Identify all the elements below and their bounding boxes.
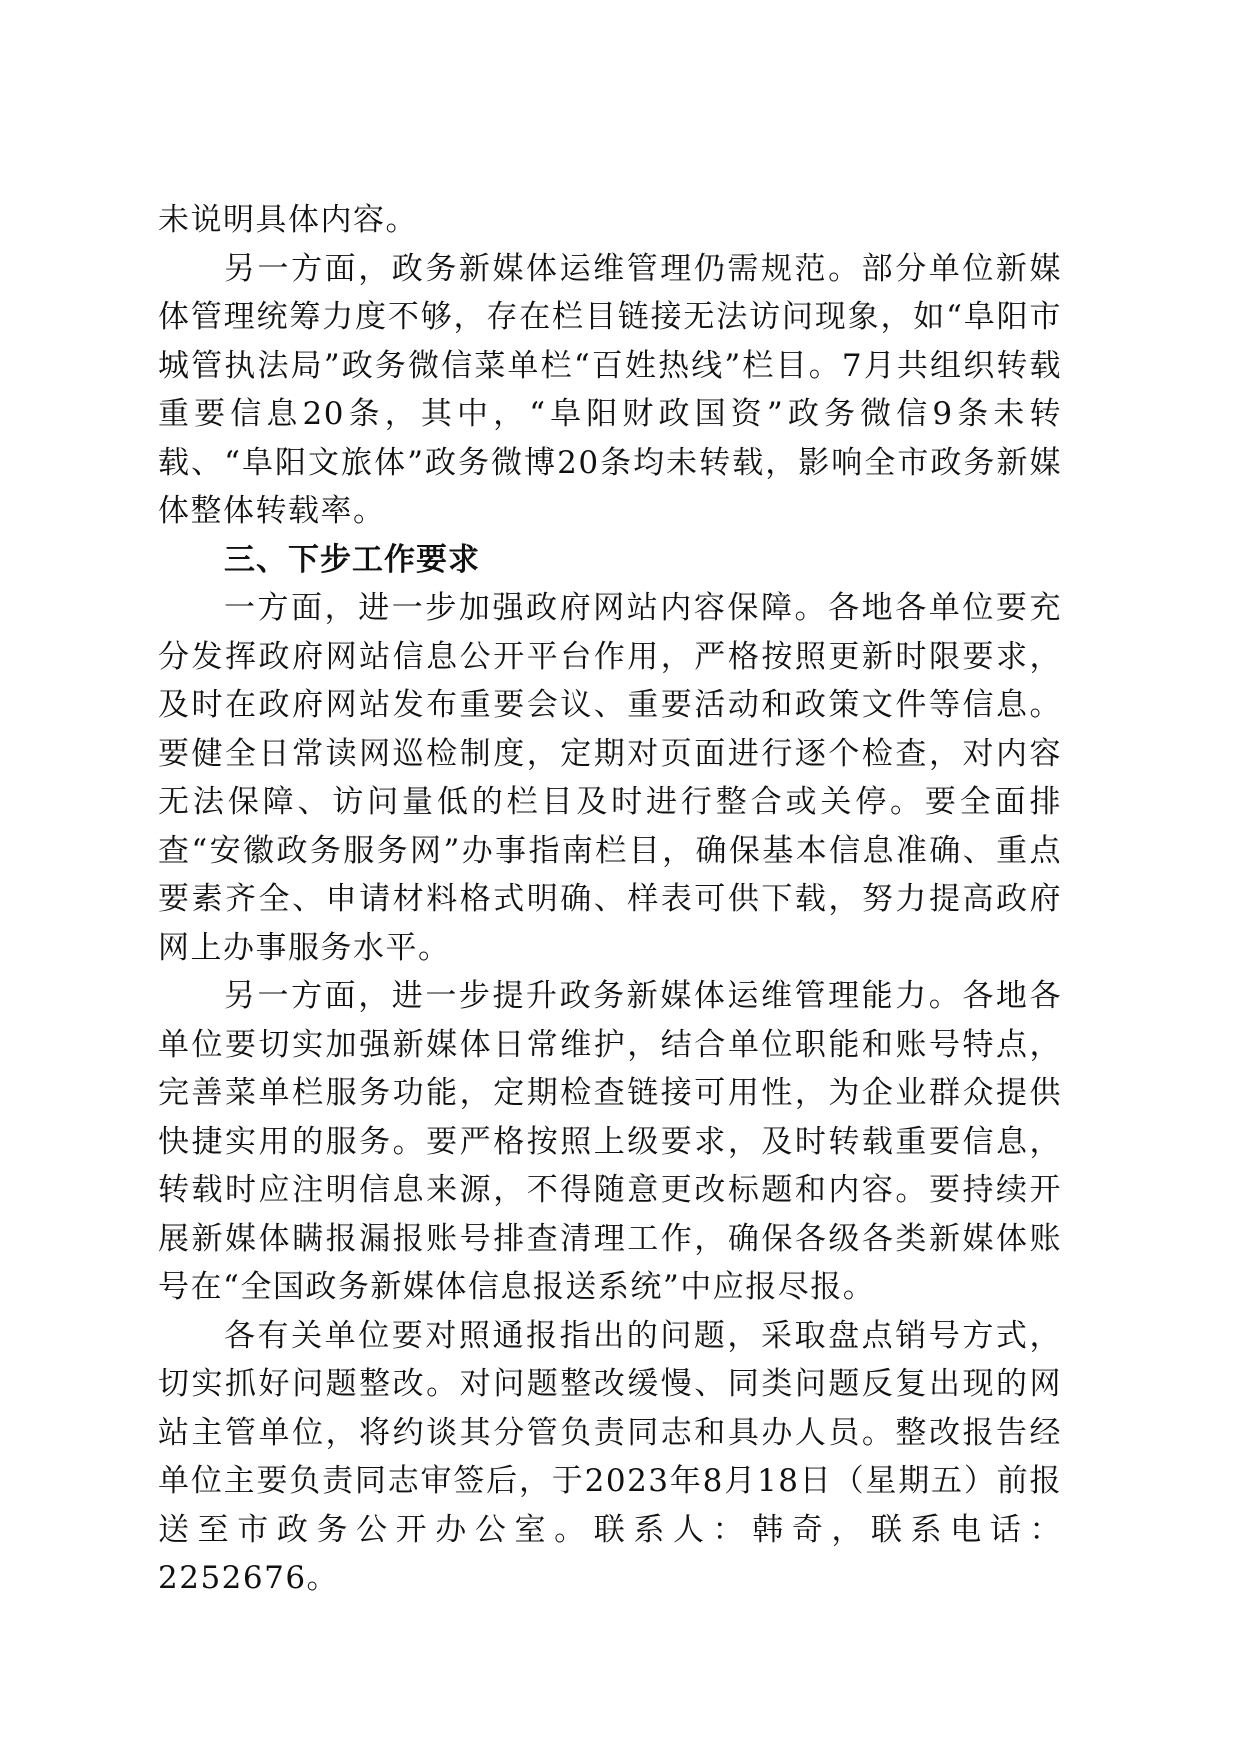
paragraph-continuation: 未说明具体内容。 [158,202,418,238]
paragraph-new-media-issues: 另一方面，政务新媒体运维管理仍需规范。部分单位新媒体管理统筹力度不够，存在栏目链接无法访问现象，如“阜阳市城管执法局”政务微信菜单栏“百姓热线”栏目。7月共组织转载重要信息20条，其中，“阜阳财政国资”政务微信9条未转载、“阜阳文旅体”政务微博20条均未转载，影响全市政务新媒体整体转载率。 [158,250,1062,529]
section-heading-next-steps: 三、下步工作要求 [224,541,480,578]
paragraph-new-media-management: 另一方面，进一步提升政务新媒体运维管理能力。各地各单位要切实加强新媒体日常维护，结合单位职能和账号特点，完善菜单栏服务功能，定期检查链接可用性，为企业群众提供快捷实用的服务。要严格按照上级要求，及时转载重要信息，转载时应注明信息来源，不得随意更改标题和内容。要持续开展新媒体瞒报漏报账号排查清理工作，确保各级各类新媒体账号在“全国政务新媒体信息报送系统”中应报尽报。 [158,978,1062,1305]
document-body [158,196,1062,1603]
paragraph-rectification-contact: 各有关单位要对照通报指出的问题，采取盘点销号方式，切实抓好问题整改。对问题整改缓慢、同类问题反复出现的网站主管单位，将约谈其分管负责同志和具办人员。整改报告经单位主要负责同志审签后，于2023年8月18日（星期五）前报送至市政务公开办公室。联系人：韩奇，联系电话：2252676。 [158,1317,1062,1596]
paragraph-website-content: 一方面，进一步加强政府网站内容保障。各地各单位要充分发挥政府网站信息公开平台作用，严格按照更新时限要求，及时在政府网站发布重要会议、重要活动和政策文件等信息。要健全日常读网巡检制度，定期对页面进行逐个检查，对内容无法保障、访问量低的栏目及时进行整合或关停。要全面排查“安徽政务服务网”办事指南栏目，确保基本信息准确、重点要素齐全、申请材料格式明确、样表可供下载，努力提高政府网上办事服务水平。 [158,590,1062,966]
